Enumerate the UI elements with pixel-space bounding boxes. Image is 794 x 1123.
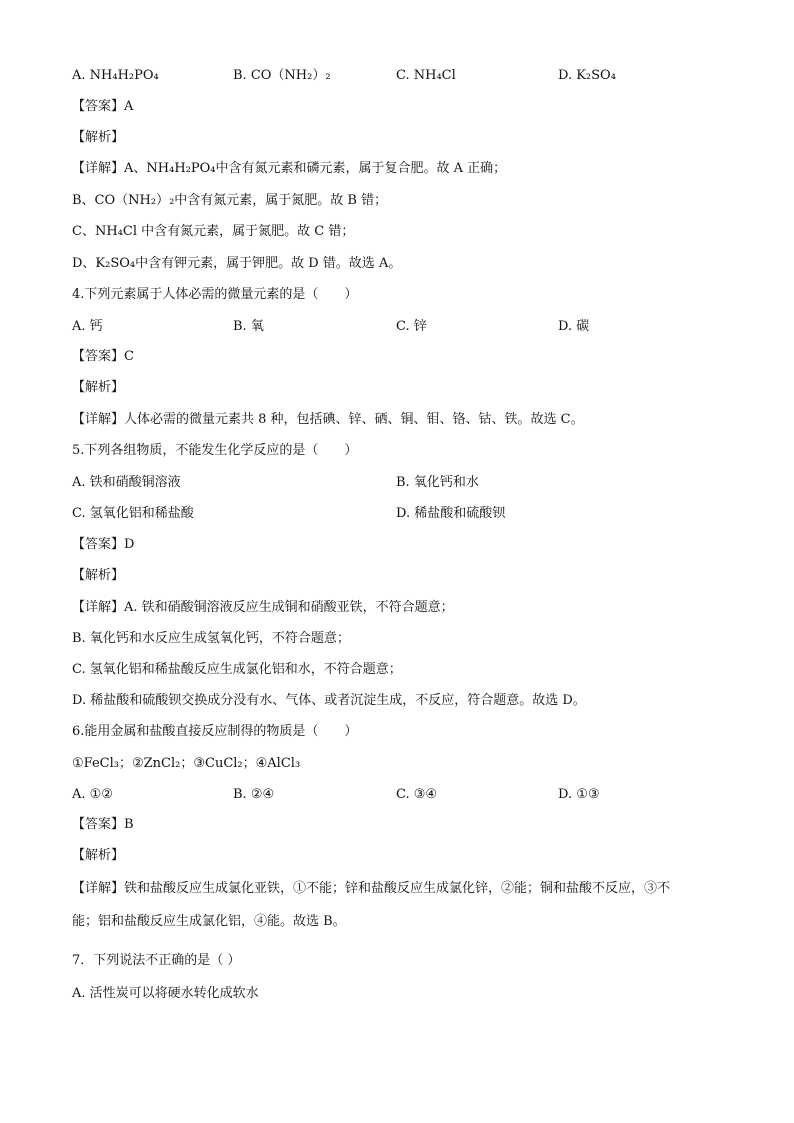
answer-value: D xyxy=(124,537,135,552)
answer-tag: 【答案】 xyxy=(72,99,125,114)
q4-answer xyxy=(72,348,134,366)
detail-text: A、NH₄H₂PO₄中含有氮元素和磷元素，属于复合肥。故 A 正确； xyxy=(124,161,507,176)
q3-detail-line-1 xyxy=(72,160,506,178)
q4-option-d: D. 碳 xyxy=(558,319,590,334)
q3-detail-line-4: D、K₂SO₄中含有钾元素，属于钾肥。故 D 错。故选 A。 xyxy=(72,256,402,271)
q5-answer xyxy=(72,536,134,554)
detail-tag: 【详解】 xyxy=(72,600,125,615)
answer-tag: 【答案】 xyxy=(72,817,125,832)
detail-tag: 【详解】 xyxy=(72,881,125,896)
q6-analysis-heading: 【解析】 xyxy=(72,848,125,863)
q3-detail-line-2: B、CO（NH₂）₂中含有氮元素，属于氮肥。故 B 错； xyxy=(72,193,388,208)
answer-value: A xyxy=(124,99,134,114)
detail-tag: 【详解】 xyxy=(72,161,125,176)
q6-option-a: A. ①② xyxy=(72,787,113,802)
q4-option-b: B. 氧 xyxy=(233,319,264,334)
answer-value: B xyxy=(124,817,134,832)
q6-detail-line-1 xyxy=(72,880,670,898)
q5-analysis-heading: 【解析】 xyxy=(72,568,125,583)
q7-question: 7．下列说法不正确的是（ ） xyxy=(72,953,241,968)
detail-tag: 【详解】 xyxy=(72,412,125,427)
q5-detail-line-3: C. 氢氧化铝和稀盐酸反应生成氯化铝和水，不符合题意； xyxy=(72,662,402,677)
q3-option-d: D. K₂SO₄ xyxy=(558,68,616,83)
q6-option-d: D. ①③ xyxy=(558,787,600,802)
q5-option-a: A. 铁和硝酸铜溶液 xyxy=(72,475,181,490)
q5-detail-line-4: D. 稀盐酸和硫酸钡交换成分没有水、气体、或者沉淀生成，不反应，符合题意。故选 D。 xyxy=(72,693,586,708)
q3-option-c: C. NH₄Cl xyxy=(396,68,456,83)
q4-question: 4.下列元素属于人体必需的微量元素的是（ ） xyxy=(72,287,358,302)
detail-text: 人体必需的微量元素共 8 种，包括碘、锌、硒、铜、钼、铬、钴、铁。故选 C。 xyxy=(124,412,584,427)
q4-option-a: A. 钙 xyxy=(72,319,103,334)
q6-option-b: B. ②④ xyxy=(233,787,275,802)
q7-option-a: A. 活性炭可以将硬水转化成软水 xyxy=(72,986,259,1001)
detail-text: 铁和盐酸反应生成氯化亚铁，①不能；锌和盐酸反应生成氯化锌，②能；铜和盐酸不反应，③不 xyxy=(124,881,671,896)
q4-detail-line-1 xyxy=(72,411,584,429)
q5-detail-line-1 xyxy=(72,599,454,617)
q5-question: 5.下列各组物质，不能发生化学反应的是（ ） xyxy=(72,443,358,458)
q3-option-b: B. CO（NH₂）₂ xyxy=(233,68,331,83)
q5-option-c: C. 氢氧化铝和稀盐酸 xyxy=(72,506,194,521)
q3-option-a: A. NH₄H₂PO₄ xyxy=(72,68,159,83)
q6-items: ①FeCl₃；②ZnCl₂；③CuCl₂；④AlCl₃ xyxy=(72,756,301,771)
q3-analysis-heading: 【解析】 xyxy=(72,130,125,145)
q6-question: 6.能用金属和盐酸直接反应制得的物质是（ ） xyxy=(72,724,358,739)
answer-value: C xyxy=(124,349,134,364)
q3-detail-line-3: C、NH₄Cl 中含有氮元素，属于氮肥。故 C 错； xyxy=(72,224,355,239)
q3-answer xyxy=(72,98,133,116)
answer-tag: 【答案】 xyxy=(72,537,125,552)
q5-detail-line-2: B. 氧化钙和水反应生成氢氧化钙，不符合题意； xyxy=(72,631,350,646)
q6-answer xyxy=(72,816,134,834)
q5-option-d: D. 稀盐酸和硫酸钡 xyxy=(396,506,506,521)
detail-text: A. 铁和硝酸铜溶液反应生成铜和硝酸亚铁，不符合题意； xyxy=(124,600,454,615)
q4-analysis-heading: 【解析】 xyxy=(72,380,125,395)
q4-option-c: C. 锌 xyxy=(396,319,427,334)
q6-detail-line-2: 能；铝和盐酸反应生成氯化铝，④能。故选 B。 xyxy=(72,914,346,929)
q5-option-b: B. 氧化钙和水 xyxy=(396,475,479,490)
q6-option-c: C. ③④ xyxy=(396,787,438,802)
answer-tag: 【答案】 xyxy=(72,349,125,364)
